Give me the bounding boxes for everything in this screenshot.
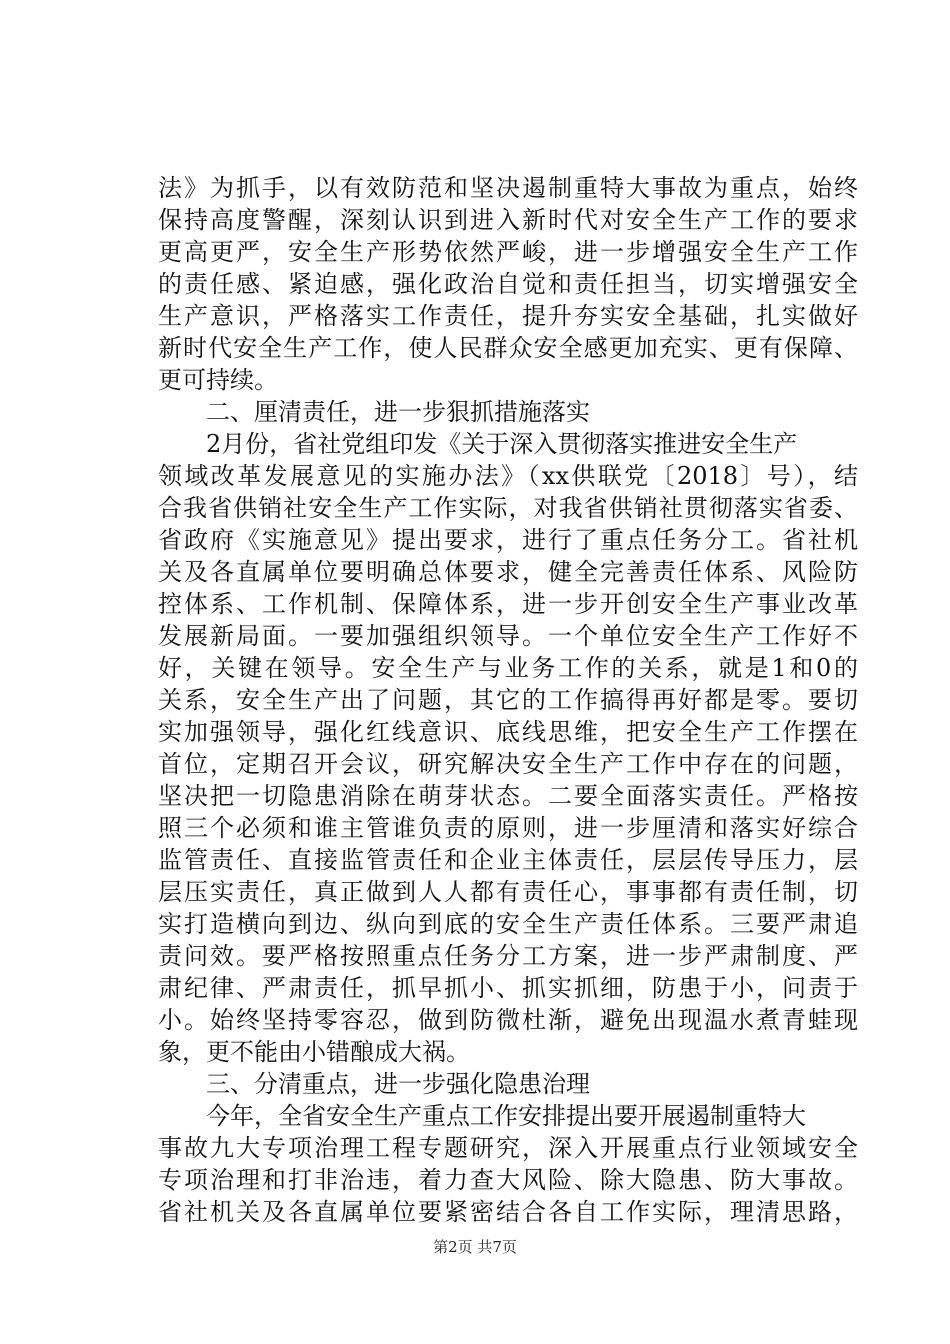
text-line: 领域改革发展意见的实施办法》（xx供联党〔2018〕号），结 — [158, 462, 858, 490]
text-line: 好，关键在领导。安全生产与业务工作的关系，就是1和0的 — [158, 654, 858, 682]
text-line: 坚决把一切隐患消除在萌芽状态。二要全面落实责任。严格按 — [158, 782, 858, 810]
text-line: 保持高度警醒，深刻认识到进入新时代对安全生产工作的要求 — [158, 206, 858, 234]
text-line: 专项治理和打非治违，着力查大风险、除大隐患、防大事故。 — [158, 1166, 858, 1194]
text-line: 肃纪律、严肃责任，抓早抓小、抓实抓细，防患于小，问责于 — [158, 974, 858, 1002]
text-line: 关及各直属单位要明确总体要求，健全完善责任体系、风险防 — [158, 558, 858, 586]
text-line: 照三个必须和谁主管谁负责的原则，进一步厘清和落实好综合 — [158, 814, 858, 842]
text-line: 监管责任、直接监管责任和企业主体责任，层层传导压力，层 — [158, 846, 858, 874]
text-line: 象，更不能由小错酿成大祸。 — [158, 1038, 470, 1066]
text-line: 的责任感、紧迫感，强化政治自觉和责任担当，切实增强安全 — [158, 270, 858, 298]
text-line: 今年，全省安全生产重点工作安排提出要开展遏制重特大 — [206, 1102, 806, 1130]
page-number: 第2页 共7页 — [433, 1238, 517, 1256]
text-line: 生产意识，严格落实工作责任，提升夯实安全基础，扎实做好 — [158, 302, 858, 330]
text-line: 实打造横向到边、纵向到底的安全生产责任体系。三要严肃追 — [158, 910, 858, 938]
text-line: 合我省供销社安全生产工作实际，对我省供销社贯彻落实省委、 — [158, 494, 858, 522]
text-line: 层压实责任，真正做到人人都有责任心，事事都有责任制，切 — [158, 878, 858, 906]
text-line: 新时代安全生产工作，使人民群众安全感更加充实、更有保障、 — [158, 334, 858, 362]
text-line: 发展新局面。一要加强组织领导。一个单位安全生产工作好不 — [158, 622, 858, 650]
text-line: 2月份，省社党组印发《关于深入贯彻落实推进安全生产 — [206, 430, 798, 458]
text-line: 省政府《实施意见》提出要求，进行了重点任务分工。省社机 — [158, 526, 858, 554]
document-body — [158, 172, 858, 1228]
text-line: 更可持续。 — [158, 366, 278, 394]
text-line: 事故九大专项治理工程专题研究，深入开展重点行业领域安全 — [158, 1134, 858, 1162]
text-line: 实加强领导，强化红线意识、底线思维，把安全生产工作摆在 — [158, 718, 858, 746]
text-line: 小。始终坚持零容忍，做到防微杜渐，避免出现温水煮青蛙现 — [158, 1006, 858, 1034]
text-line: 法》为抓手，以有效防范和坚决遏制重特大事故为重点，始终 — [158, 174, 858, 202]
text-line: 责问效。要严格按照重点任务分工方案，进一步严肃制度、严 — [158, 942, 858, 970]
section-heading: 三、分清重点，进一步强化隐患治理 — [206, 1070, 590, 1098]
text-line: 省社机关及各直属单位要紧密结合各自工作实际，理清思路， — [158, 1198, 858, 1226]
text-line: 关系，安全生产出了问题，其它的工作搞得再好都是零。要切 — [158, 686, 858, 714]
text-line: 更高更严，安全生产形势依然严峻，进一步增强安全生产工作 — [158, 238, 858, 266]
text-line: 控体系、工作机制、保障体系，进一步开创安全生产事业改革 — [158, 590, 858, 618]
section-heading: 二、厘清责任，进一步狠抓措施落实 — [206, 398, 590, 426]
page-footer — [0, 1237, 950, 1257]
text-line: 首位，定期召开会议，研究解决安全生产工作中存在的问题， — [158, 750, 858, 778]
